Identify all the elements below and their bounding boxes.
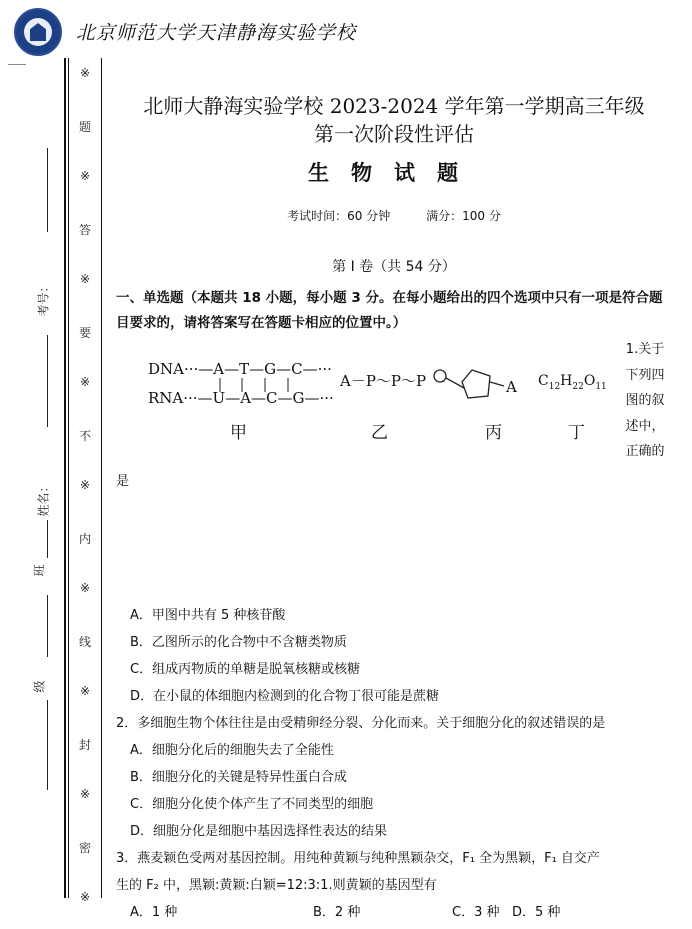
grade-underline (47, 595, 48, 657)
q2-option-a: A．细胞分化后的细胞失去了全能性 (130, 743, 334, 758)
class-label: 班 (32, 564, 47, 577)
question-3-stem-line2: 生的 F₂ 中，黑颖:黄颖:白颖=12:3:1.则黄颖的基因型有 (116, 878, 437, 893)
q1-option-c: C．组成丙物质的单糖是脱氧核糖或核糖 (130, 662, 361, 677)
pentose-base-label: A (506, 378, 517, 396)
binding-line-right (101, 58, 102, 898)
figure-label-bing: 丙 (485, 423, 502, 443)
subject-title: 生物试题 (308, 160, 480, 185)
exam-time: 考试时间：60 分钟 (287, 209, 391, 223)
dna-strand: DNA···—A—T—G—C—··· (148, 360, 332, 378)
exam-info (116, 207, 672, 224)
seal-char: 要 (78, 325, 91, 340)
full-score: 满分：100 分 (426, 209, 501, 223)
figure-label-ding: 丁 (568, 423, 585, 443)
q1-option-a: A．甲图中共有 5 种核苷酸 (130, 608, 286, 623)
atp-structure: A－P～P～P (340, 372, 427, 390)
seal-char: 线 (78, 634, 91, 649)
figure-label-yi: 乙 (371, 423, 388, 443)
section-instructions: 一、单选题（本题共 18 小题，每小题 3 分。在每小题给出的四个选项中只有一项是符合题目要求的，请将答案写在答题卡相应的位置中。） (116, 290, 663, 331)
sucrose-formula: $C_{12}H_{22}O_{11}$ (538, 373, 607, 392)
seal-char: ※ (79, 581, 91, 595)
part-heading: 第 I 卷（共 54 分） (332, 259, 456, 275)
school-name: 北京师范大学天津静海实验学校 (76, 22, 357, 44)
seal-char: 密 (78, 840, 91, 855)
grade-label: 级 (32, 680, 47, 693)
q3-option-c: C．3 种 (452, 905, 500, 920)
question-3-stem-line1: 3．燕麦颖色受两对基因控制。用纯种黄颖与纯种黑颖杂交，F₁ 全为黑颖，F₁ 自交产 (116, 851, 600, 866)
grade-underline-2 (47, 700, 48, 790)
q3-option-b: B．2 种 (313, 905, 361, 920)
base-pair-lines (210, 378, 320, 392)
seal-char: ※ (79, 684, 91, 698)
seal-char: ※ (79, 787, 91, 801)
exam-title-line1: 北师大静海实验学校 2023-2024 学年第一学期高三年级 (143, 94, 645, 118)
q1-option-d: D．在小鼠的体细胞内检测到的化合物丁很可能是蔗糖 (130, 689, 440, 704)
seal-char: ※ (79, 478, 91, 492)
q3-option-a: A．1 种 (130, 905, 178, 920)
divider (8, 64, 26, 65)
q2-option-d: D．细胞分化是细胞中基因选择性表达的结果 (130, 824, 388, 839)
seal-char: 答 (78, 222, 91, 237)
exam-title-line2: 第一次阶段性评估 (314, 122, 474, 146)
class-underline (47, 520, 48, 558)
question-2-stem: 2．多细胞生物个体往往是由受精卵经分裂、分化而来。关于细胞分化的叙述错误的是 (116, 716, 606, 731)
figure-label-jia: 甲 (230, 423, 247, 443)
binding-line-left-thin (68, 58, 69, 898)
q2-option-b: B．细胞分化的关键是特异性蛋白合成 (130, 770, 347, 785)
rna-strand: RNA···—U—A—C—G—··· (148, 389, 334, 407)
q3-option-d: D．5 种 (512, 905, 561, 920)
exam-number-label: 考号： (36, 280, 51, 317)
name-label: 姓名： (36, 480, 51, 517)
question-1-stem-tail: 是 (116, 474, 130, 489)
seal-char: 不 (78, 428, 91, 443)
seal-char: ※ (79, 890, 91, 904)
question-1-stem: 1.关于 下列四 图的叙 述中， 正确的 (625, 342, 665, 459)
seal-char: ※ (79, 66, 91, 80)
binding-line-left (64, 58, 66, 898)
seal-char: 内 (78, 531, 91, 546)
name-underline (47, 335, 48, 427)
school-seal-logo (14, 8, 62, 56)
seal-char: ※ (79, 169, 91, 183)
seal-char: 封 (78, 737, 91, 752)
q2-option-c: C．细胞分化使个体产生了不同类型的细胞 (130, 797, 374, 812)
seal-char: ※ (79, 272, 91, 286)
exam-number-underline (47, 148, 48, 232)
q1-option-b: B．乙图所示的化合物中不含糖类物质 (130, 635, 347, 650)
pentose-ring-diagram (432, 360, 512, 404)
seal-char: 题 (78, 119, 91, 134)
seal-char: ※ (79, 375, 91, 389)
